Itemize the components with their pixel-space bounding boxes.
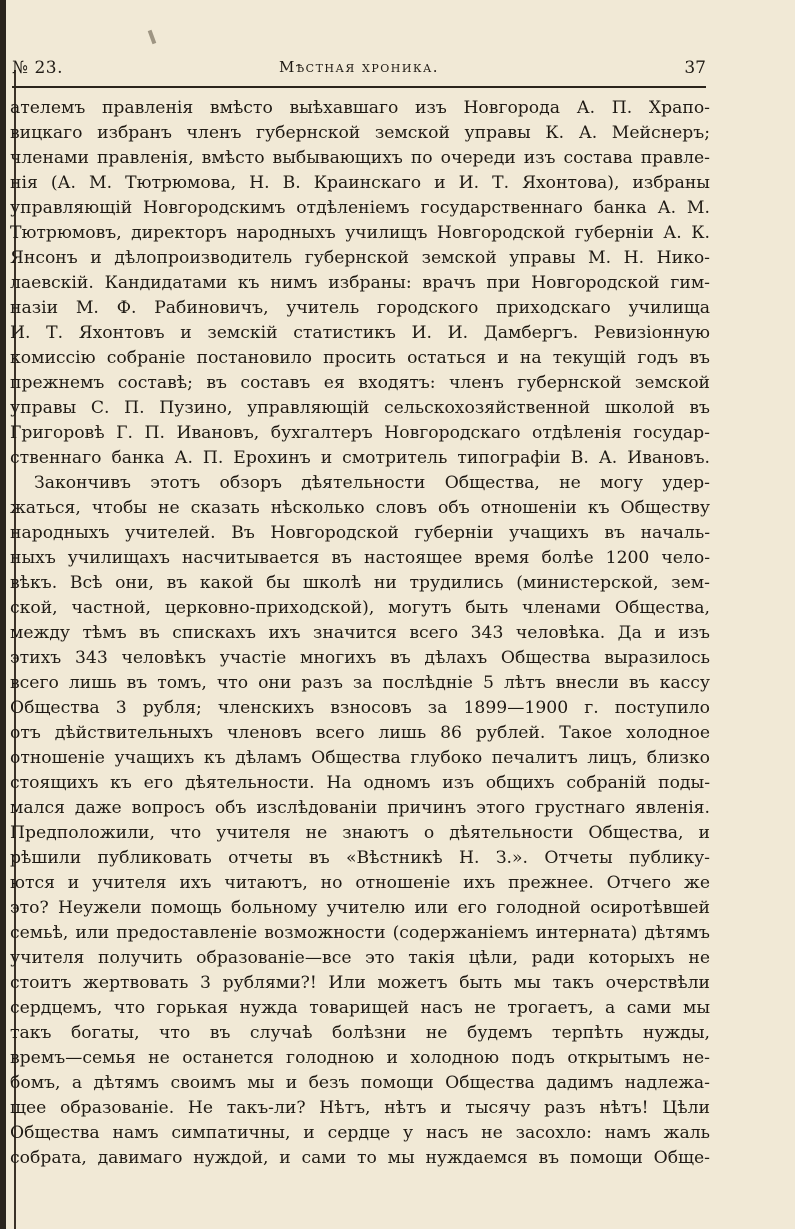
text-line: Предположили, что учителя не знаютъ о дѣятельности Общества, и <box>10 823 710 843</box>
text-line: такъ богаты, что въ случаѣ болѣзни не будемъ терпѣть нужды, <box>10 1023 710 1043</box>
text-line: народныхъ учителей. Въ Новгородской губерніи учащихъ въ началь- <box>10 523 710 543</box>
text-line: вицкаго избранъ членъ губернской земской управы К. А. Мейснеръ; <box>10 123 710 143</box>
text-line: Общества 3 рубля; членскихъ взносовъ за 1899—1900 г. поступило <box>10 698 710 718</box>
text-line: И. Т. Яхонтовъ и земскій статистикъ И. И. Дамбергъ. Ревизіонную <box>10 323 710 343</box>
running-title: Мѣстная хроника. <box>278 58 440 76</box>
text-line: управы С. П. Пузино, управляющій сельскохозяйственной школой въ <box>10 398 710 418</box>
text-line: стоящихъ къ его дѣятельности. На одномъ изъ общихъ собраній поды- <box>10 773 710 793</box>
text-line: лаевскій. Кандидатами къ нимъ избраны: врачъ при Новгородской гим- <box>10 273 710 293</box>
text-line: назіи М. Ф. Рабиновичъ, учитель городского приходскаго училища <box>10 298 710 318</box>
text-line: щее образованіе. Не такъ-ли? Нѣтъ, нѣтъ и тысячу разъ нѣтъ! Цѣли <box>10 1098 710 1118</box>
article-text <box>10 96 710 1171</box>
text-line: бомъ, а дѣтямъ своимъ мы и безъ помощи Общества дадимъ надлежа- <box>10 1073 710 1093</box>
text-line: Григоровѣ Г. П. Ивановъ, бухгалтеръ Новгородскаго отдѣленія государ- <box>10 423 710 443</box>
text-line: семьѣ, или предоставленіе возможности (содержаніемъ интерната) дѣтямъ <box>10 923 710 943</box>
text-line: Общества намъ симпатичны, и сердце у насъ не засохло: намъ жаль <box>10 1123 710 1143</box>
text-line: сердцемъ, что горькая нужда товарищей насъ не трогаетъ, а сами мы <box>10 998 710 1018</box>
text-line: комиссію собраніе постановило просить остаться и на текущій годъ въ <box>10 348 710 368</box>
text-line: стоитъ жертвовать 3 рублями?! Или можетъ быть мы такъ очерствѣли <box>10 973 710 993</box>
text-line: всего лишь въ томъ, что они разъ за послѣдніе 5 лѣтъ внесли въ кассу <box>10 673 710 693</box>
text-line: учителя получить образованіе—все это такія цѣли, ради которыхъ не <box>10 948 710 968</box>
text-line: вѣкъ. Всѣ они, въ какой бы школѣ ни трудились (министерской, зем- <box>10 573 710 593</box>
text-line: мался даже вопросъ объ изслѣдованіи причинъ этого грустнаго явленія. <box>10 798 710 818</box>
text-line: жаться, чтобы не сказать нѣсколько словъ объ отношеніи къ Обществу <box>10 498 710 518</box>
header-rule <box>12 86 706 88</box>
text-line: Янсонъ и дѣлопроизводитель губернской земской управы М. Н. Нико- <box>10 248 710 268</box>
text-line: собрата, давимаго нуждой, и сами то мы нуждаемся въ помощи Обще- <box>10 1148 710 1168</box>
text-line: ственнаго банка А. П. Ерохинъ и смотритель типографіи В. А. Ивановъ. <box>10 448 710 468</box>
page-number: 37 <box>684 58 706 78</box>
text-line: отношеніе учащихъ къ дѣламъ Общества глубоко печалитъ лицъ, близко <box>10 748 710 768</box>
text-line: ныхъ училищахъ насчитывается въ настоящее время болѣе 1200 чело- <box>10 548 710 568</box>
page-header <box>12 58 706 82</box>
text-line: ателемъ правленія вмѣсто выѣхавшаго изъ Новгорода А. П. Храпо- <box>10 98 710 118</box>
text-line: ской, частной, церковно-приходской), могутъ быть членами Общества, <box>10 598 710 618</box>
text-line: ются и учителя ихъ читаютъ, но отношеніе ихъ прежнее. Отчего же <box>10 873 710 893</box>
text-line: нія (А. М. Тютрюмова, Н. В. Краинскаго и И. Т. Яхонтова), избраны <box>10 173 710 193</box>
text-line: отъ дѣйствительныхъ членовъ всего лишь 86 рублей. Такое холодное <box>10 723 710 743</box>
text-line: рѣшили публиковать отчеты въ «Вѣстникѣ Н. З.». Отчеты публику- <box>10 848 710 868</box>
paragraph-start-line: Закончивъ этотъ обзоръ дѣятельности Общества, не могу удер- <box>34 473 710 493</box>
binding-edge <box>0 0 6 1229</box>
text-line: это? Неужели помощь больному учителю или его голодной осиротѣвшей <box>10 898 710 918</box>
text-line: этихъ 343 человѣкъ участіе многихъ въ дѣлахъ Общества выразилось <box>10 648 710 668</box>
issue-number: № 23. <box>12 58 64 78</box>
text-line: членами правленія, вмѣсто выбывающихъ по очереди изъ состава правле- <box>10 148 710 168</box>
text-line: Тютрюмовъ, директоръ народныхъ училищъ Новгородской губерніи А. К. <box>10 223 710 243</box>
text-line: управляющій Новгородскимъ отдѣленіемъ государственнаго банка А. М. <box>10 198 710 218</box>
paper-speck <box>148 30 157 45</box>
text-line: прежнемъ составѣ; въ составъ ея входятъ: членъ губернской земской <box>10 373 710 393</box>
text-line: между тѣмъ въ спискахъ ихъ значится всего 343 человѣка. Да и изъ <box>10 623 710 643</box>
text-line: времъ—семья не останется голодною и холодною подъ открытымъ не- <box>10 1048 710 1068</box>
